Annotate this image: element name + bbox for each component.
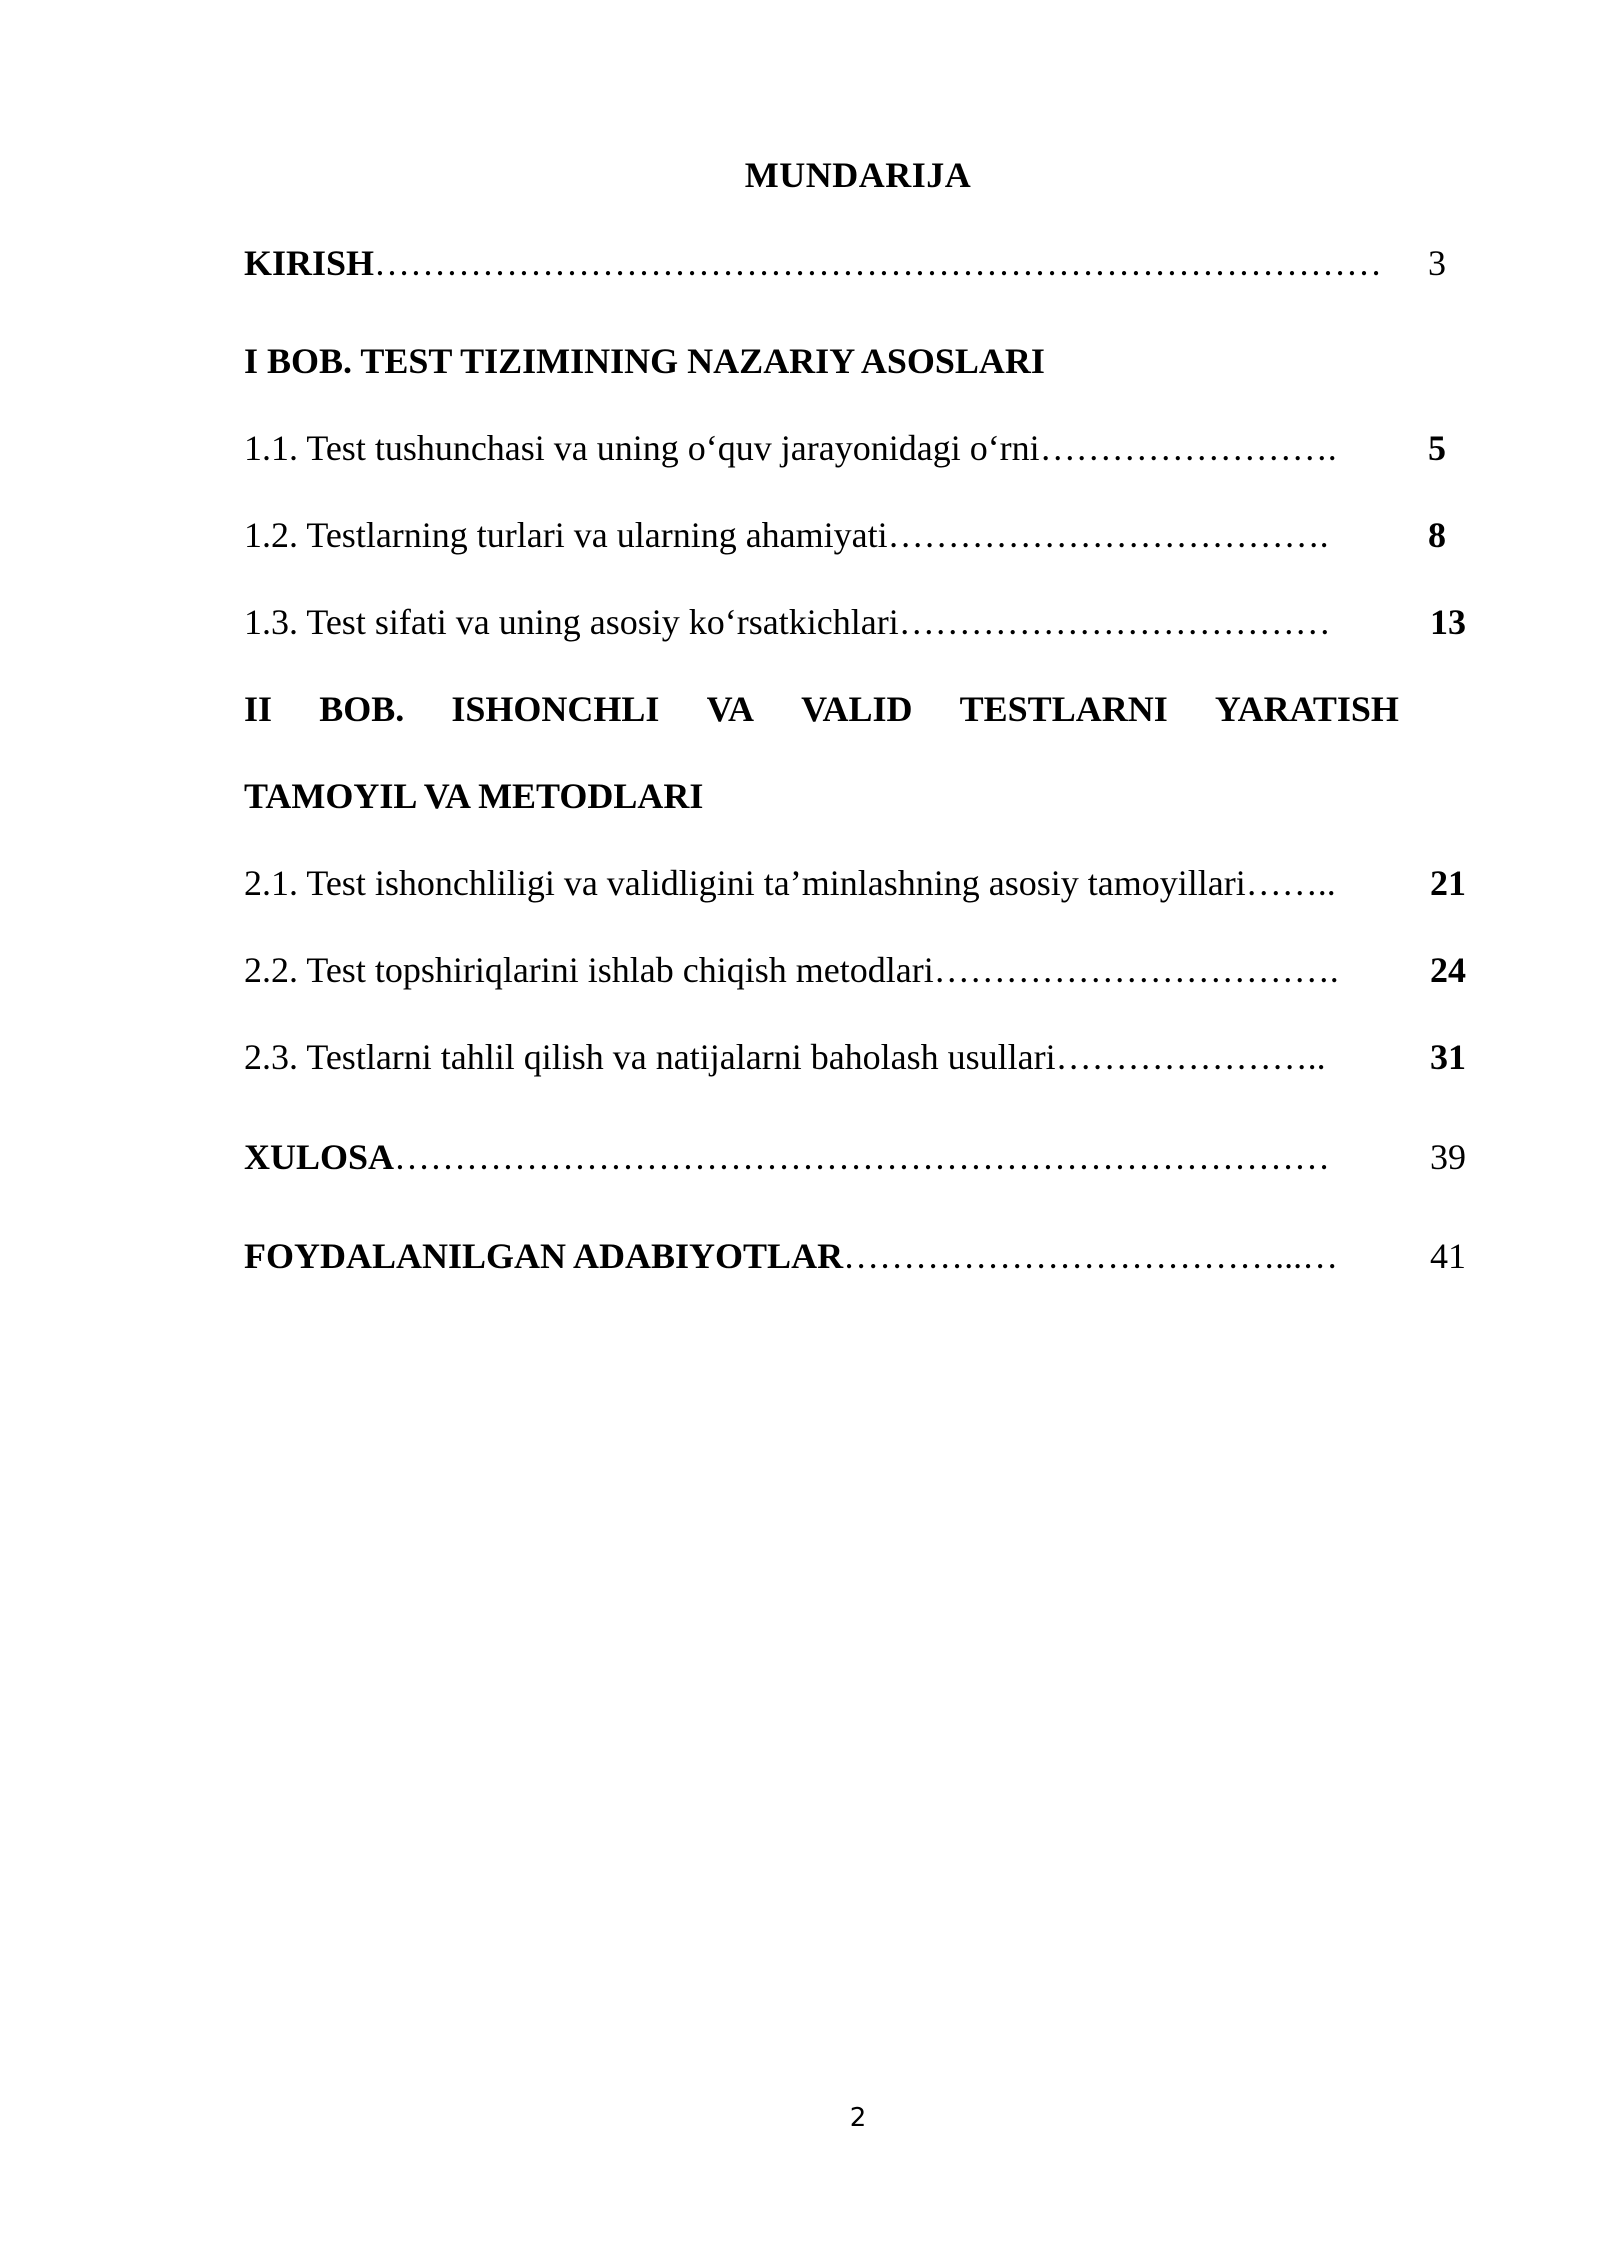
toc-entry-1-1[interactable] (244, 421, 1337, 475)
toc-entry-label: 1.2. Testlarning turlari va ularning ahamiyati (244, 515, 888, 555)
toc-chapter-1-heading[interactable]: I BOB. TEST TIZIMINING NAZARIY ASOSLARI (244, 341, 1045, 381)
toc-entry-page: 13 (1430, 602, 1466, 642)
heading-word: II (244, 689, 273, 729)
toc-entry-page: 8 (1428, 515, 1446, 555)
toc-chapter-2-heading[interactable] (244, 682, 1399, 736)
toc-entry-page: 21 (1430, 863, 1466, 903)
toc-leader: ………………………………. (887, 515, 1329, 555)
toc-entry-label: 1.1. Test tushunchasi va uning o‘quv jarayonidagi o‘rni (244, 428, 1040, 468)
toc-chapter-2-line-2: TAMOYIL VA METODLARI (244, 776, 704, 816)
toc-entry-page: 24 (1430, 950, 1466, 990)
toc-leader: ………………………………………………………………………… (374, 243, 1383, 283)
toc-entry-label: 2.2. Test topshiriqlarini ishlab chiqish metodlari (244, 950, 934, 990)
toc-entry-label: FOYDALANILGAN ADABIYOTLAR (244, 1236, 844, 1276)
toc-entry-label: XULOSA (244, 1137, 395, 1177)
heading-word: VA (706, 689, 754, 729)
heading-word: VALID (801, 689, 913, 729)
toc-entry-label: 2.3. Testlarni tahlil qilish va natijalarni baholash usullari (244, 1037, 1056, 1077)
page-number: 2 (849, 2103, 867, 2133)
toc-leader: ……………………. (1039, 428, 1337, 468)
toc-entry-page: 39 (1430, 1137, 1466, 1177)
toc-entry-label: 2.1. Test ishonchliligi va validligini ta’minlashning asosiy tamoyillari (244, 863, 1246, 903)
toc-entry-kirish[interactable] (244, 236, 1382, 290)
toc-leader: …………………………………………………………………… (394, 1137, 1331, 1177)
toc-entry-page: 5 (1428, 428, 1446, 468)
heading-word: TESTLARNI (959, 689, 1168, 729)
toc-entry-2-1[interactable] (244, 856, 1336, 910)
toc-chapter-2-line-1 (244, 682, 1399, 736)
toc-title: MUNDARIJA (744, 155, 972, 195)
toc-leader: ………………….. (1055, 1037, 1326, 1077)
heading-word: YARATISH (1214, 689, 1399, 729)
toc-entry-1-3[interactable] (244, 595, 1331, 649)
toc-leader: …….. (1245, 863, 1336, 903)
heading-word: ISHONCHLI (451, 689, 660, 729)
toc-entry-2-2[interactable] (244, 943, 1339, 997)
toc-entry-label: KIRISH (244, 243, 375, 283)
heading-word: BOB. (319, 689, 405, 729)
toc-entry-label: 1.3. Test sifati va uning asosiy ko‘rsatkichlari (244, 602, 899, 642)
toc-leader: ……………………………. (933, 950, 1339, 990)
toc-leader: ……………………………… (898, 602, 1331, 642)
toc-leader: ………………………………...… (843, 1236, 1339, 1276)
toc-entry-page: 41 (1430, 1236, 1466, 1276)
toc-entry-xulosa[interactable] (244, 1130, 1330, 1184)
toc-entry-page: 3 (1428, 243, 1446, 283)
toc-entry-1-2[interactable] (244, 508, 1329, 562)
toc-entry-page: 31 (1430, 1037, 1466, 1077)
toc-entry-2-3[interactable] (244, 1030, 1326, 1084)
toc-entry-adabiyotlar[interactable] (244, 1229, 1338, 1283)
